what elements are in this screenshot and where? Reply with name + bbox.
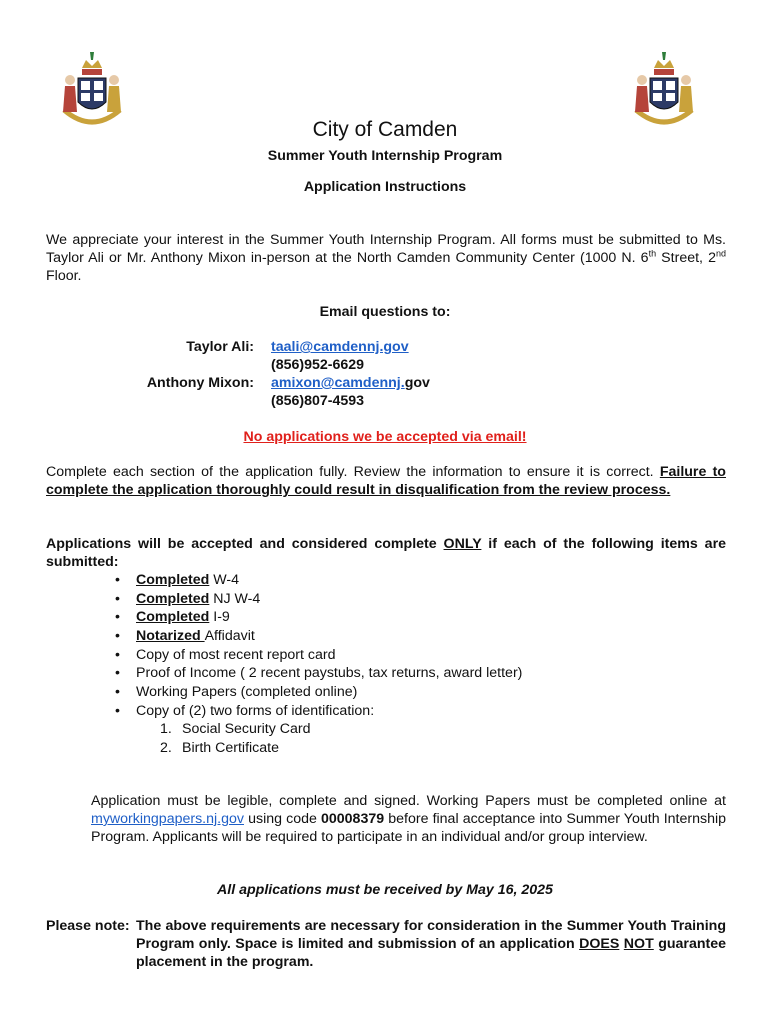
contact-name-ali: Taylor Ali:: [186, 339, 254, 355]
list-item: • Copy of most recent report card: [115, 646, 336, 663]
list-item: • Copy of (2) two forms of identification:: [115, 702, 375, 719]
note-text: The above requirements are necessary for consideration in the Summer Youth Training Program only. Space is limited and submission of an application DOES NOT guarantee placement in the program.: [136, 918, 727, 970]
list-item: 2. Birth Certificate: [160, 739, 279, 756]
contact-email-mixon-link[interactable]: amixon@camdennj.: [271, 375, 405, 391]
contact-email-ali[interactable]: taali@camdennj.gov: [271, 339, 409, 355]
contacts-heading: Email questions to:: [319, 304, 451, 320]
list-item: • Completed I-9: [115, 609, 230, 626]
contact-email-mixon: amixon@camdennj.gov: [271, 375, 430, 391]
list-item: • Completed W-4: [115, 572, 240, 588]
complete-note: Complete each section of the application fully. Review the information to ensure it is correct. Failure to complete the application thoroughly could result in disqualification from the review process.: [46, 464, 726, 498]
list-item: • Completed NJ W-4: [115, 590, 261, 607]
program-title: Summer Youth Internship Program: [267, 148, 503, 164]
list-item: • Working Papers (completed online): [115, 684, 358, 701]
legibility-paragraph: Application must be legible, complete and signed. Working Papers must be completed online at myworkingpapers.nj.gov using code 00008379 before final acceptance into Summer Youth Internship Program. Applicants will be required to participate in an individual and/or group interview.: [91, 793, 726, 845]
intro-paragraph: We appreciate your interest in the Summer Youth Internship Program. All forms must be submitted to Ms. Taylor Ali or Mr. Anthony Mixon in-person at the North Camden Community Center (1000 N. 6th Street, 2nd Floor.: [46, 232, 726, 284]
id-forms-list: [160, 720, 311, 757]
deadline: All applications must be received by May 16, 2025: [217, 882, 553, 898]
working-papers-link[interactable]: myworkingpapers.nj.gov: [91, 811, 244, 827]
list-item: 1. Social Security Card: [160, 721, 311, 737]
list-item: • Notarized Affidavit: [115, 628, 255, 645]
list-item: • Proof of Income ( 2 recent paystubs, tax returns, award letter): [115, 665, 523, 682]
contact-phone-mixon: (856)807-4593: [271, 393, 365, 409]
note-label: Please note:: [46, 918, 130, 934]
email-warning: No applications we be accepted via email!: [243, 429, 527, 445]
requirements-intro: Applications will be accepted and considered complete ONLY if each of the following items are submitted:: [46, 536, 726, 570]
city-title: City of Camden: [312, 118, 458, 141]
requirements-list: [100, 571, 522, 721]
contact-name-mixon: Anthony Mixon:: [146, 375, 254, 391]
doc-title: Application Instructions: [303, 179, 467, 195]
contact-phone-ali: (856)952-6629: [271, 357, 365, 373]
